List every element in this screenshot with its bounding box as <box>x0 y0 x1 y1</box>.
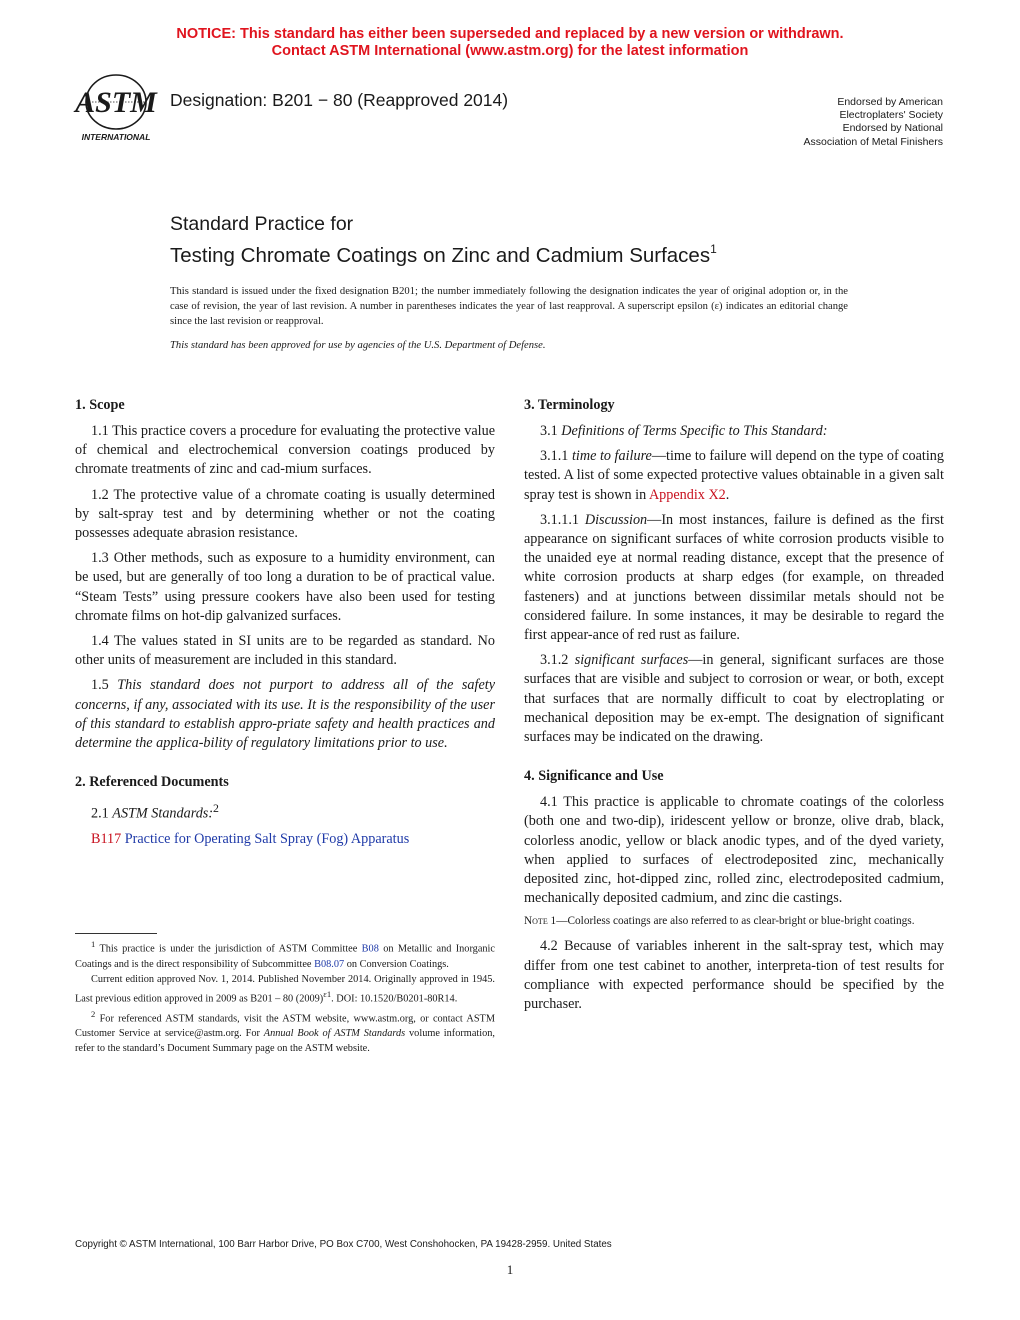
annual-book-title: Annual Book of ASTM Standards <box>263 1028 406 1040</box>
logo-mark: ASTM <box>75 86 157 119</box>
significance-heading: 4. Significance and Use <box>524 768 664 785</box>
term: time to failure <box>571 448 652 465</box>
notice-line-1: NOTICE: This standard has either been superseded and replaced by a new version or withdrawn. <box>176 26 844 42</box>
note-1 <box>524 914 944 929</box>
endorsed-line: Electroplaters' Society <box>839 109 943 122</box>
paragraph-4-2: 4.2 Because of variables inherent in the salt-spray test, which may differ from one test cabinet to another, interpreta-tion of test results for compliance with expected performance should be specified by the purchaser. <box>524 938 944 1013</box>
paragraph-3-1-2 <box>524 651 944 747</box>
endorsed-line: Endorsed by American <box>837 96 943 108</box>
reference-b117 <box>75 830 495 849</box>
astm-logo <box>70 72 162 144</box>
paragraph-1-2: 1.2 The protective value of a chromate coating is usually determined by salt-spray test and by determining whether or not the coating possesses adequate abrasion resistance. <box>75 486 495 542</box>
document-title <box>170 212 717 268</box>
designation: Designation: B201 − 80 (Reapproved 2014) <box>170 90 509 110</box>
withdrawal-notice <box>0 26 1020 60</box>
title-main: Testing Chromate Coatings on Zinc and Cadmium Surfaces <box>170 244 711 267</box>
paragraph-number: 3.1 <box>540 423 562 439</box>
right-column <box>524 396 944 1020</box>
page-number: 1 <box>506 1262 514 1277</box>
logo-subtext: INTERNATIONAL <box>81 132 151 142</box>
terminology-heading: 3. Terminology <box>524 397 615 413</box>
footnote-mark: 2 <box>213 801 219 816</box>
paragraph-number: 3.1.1 <box>540 448 572 465</box>
paragraph-3-1 <box>524 422 944 441</box>
definition-end: . <box>725 486 730 503</box>
title-line-2 <box>170 237 717 268</box>
astm-standards-label: ASTM Standards: <box>112 805 214 822</box>
note-number: 1 <box>547 915 557 928</box>
b117-title-link[interactable]: Practice for Operating Salt Spray (Fog) Apparatus <box>121 831 410 848</box>
committee-b08-link[interactable]: B08 <box>361 943 379 955</box>
title-footnote-mark: 1 <box>710 242 717 256</box>
footnote-text: This practice is under the jurisdiction of ASTM Committee <box>95 943 362 955</box>
b117-link[interactable]: B117 <box>91 831 122 848</box>
endorsement-block <box>804 96 943 149</box>
paragraph-1-1: 1.1 This practice covers a procedure for evaluating the protective value of chemical and electrochemical conversion coatings produced by chromate treatments of zinc and cad-mium surfaces. <box>75 423 495 478</box>
endorsed-line: Association of Metal Finishers <box>803 135 943 148</box>
paragraph-3-1-1-1 <box>524 511 944 645</box>
paragraph-3-1-1 <box>524 447 944 505</box>
safety-caveat: This standard does not purport to address all of the safety concerns, if any, associated with its use. It is the responsibility of the user of this standard to establish appro-priate safety and health practices and determine the applica-bility of regulatory limitations prior to use. <box>75 677 495 752</box>
footnote-number: 2 <box>91 1008 96 1019</box>
term: significant surfaces <box>574 652 689 669</box>
footnote-number: 1 <box>91 939 96 949</box>
note-text: —Colorless coatings are also referred to as clear-bright or blue-bright coatings. <box>556 915 915 928</box>
footnote-text: For referenced ASTM standards, visit the ASTM website, www.astm.org, or contact ASTM Customer Service at service@astm.org. For <box>75 1013 495 1040</box>
doi-text: . DOI: 10.1520/B0201-80R14. <box>331 993 458 1005</box>
footnote-2 <box>75 1007 495 1057</box>
definition-text: —in general, significant surfaces are those surfaces that are visible and subject to corrosion or wear, or both, except that surfaces that are normally difficult to coat by electroplating or mechanical deposition may be ex-empt. The designation of significant surfaces may be indicated on the drawing. <box>524 652 944 746</box>
definitions-label: Definitions of Terms Specific to This Standard: <box>561 423 828 439</box>
scope-heading: 1. Scope <box>75 397 125 413</box>
footnote-text: on Conversion Coatings. <box>344 958 449 970</box>
paragraph-1-3: 1.3 Other methods, such as exposure to a humidity environment, can be used, but are generally of too long a duration to be of practical value. “Steam Tests” using pressure cookers have also been used for testing chromate films on hot-dip galvanized surfaces. <box>75 550 495 624</box>
paragraph-1-4: 1.4 The values stated in SI units are to be regarded as standard. No other units of measurement are included in this standard. <box>75 633 495 669</box>
footnote-1 <box>75 937 495 972</box>
footnote-rule <box>75 933 157 934</box>
definition-text: —time to failure will depend on the type of coating tested. A list of some expected protective values obtainable in a given salt spray test is shown in <box>524 448 944 503</box>
left-column <box>75 396 495 855</box>
paragraph-number: 3.1.1.1 <box>540 511 585 528</box>
paragraph-number: 2.1 <box>91 805 113 822</box>
copyright-line: Copyright © ASTM International, 100 Barr Harbor Drive, PO Box C700, West Conshohocken, PA 19428-2959. United States <box>75 1239 612 1250</box>
subcommittee-b0807-link[interactable]: B08.07 <box>314 958 345 970</box>
term: Discussion <box>584 511 648 528</box>
paragraph-2-1 <box>75 799 495 824</box>
notice-line-2: Contact ASTM International (www.astm.org) for the latest information <box>271 43 749 59</box>
footnote-text: Current edition approved Nov. 1, 2014. Published November 2014. Originally approved in 1945. Last previous edition approved in 2009 as B201 – 80 (2009) <box>75 973 495 1005</box>
paragraph-number: 1.5 <box>91 677 118 694</box>
paragraph-number: 3.1.2 <box>540 652 575 669</box>
appendix-x2-link[interactable]: Appendix X2 <box>648 486 726 503</box>
footnote-text: on Metallic and Inorganic Coatings and is the direct responsibility of Subcommittee <box>75 943 495 970</box>
discussion-text: —In most instances, failure is defined as the first appearance on significant surfaces of white corrosion products visible to the unaided eye at normal reading distance, except that the presence of white corrosion products at sharp edges (for example, on threaded fasteners) and at junctions between dissimilar metals should not be considered failure. In some instances, it may be desirable to regard the first appear-ance of red rust as failure. <box>524 511 945 644</box>
endorsed-line: Endorsed by National <box>842 122 943 135</box>
footnotes <box>75 937 495 1057</box>
paragraph-1-5 <box>75 676 495 753</box>
approval-statement: This standard has been approved for use by agencies of the U.S. Department of Defense. <box>170 340 546 351</box>
epsilon-mark: ε1 <box>323 989 332 1000</box>
footnote-text: volume information, refer to the standard’s Document Summary page on the ASTM website. <box>75 1028 495 1055</box>
paragraph-4-1: 4.1 This practice is applicable to chromate coatings of the colorless (both one and two-dip), iridescent yellow or bronze, olive drab, black, colorless anodic, yellow or black anodic types, and of the dyed variety, when applied to surfaces of electrodeposited zinc, mechanically deposited zinc, hot-dipped zinc, rolled zinc, electrodeposited cadmium, mechanically deposited cadmium, and zinc die castings. <box>524 794 944 907</box>
referenced-documents-heading: 2. Referenced Documents <box>75 774 229 791</box>
title-line-1: Standard Practice for <box>170 213 354 235</box>
issuance-statement: This standard is issued under the fixed designation B201; the number immediately following the designation indicates the year of original adoption or, in the case of revision, the year of last revision. A number in parentheses indicates the year of last reapproval. A superscript epsilon (ε) indicates an editorial change since the last revision or reapproval. <box>170 286 848 328</box>
footnote-1-edition <box>75 972 495 1007</box>
note-label: Note <box>524 915 548 928</box>
